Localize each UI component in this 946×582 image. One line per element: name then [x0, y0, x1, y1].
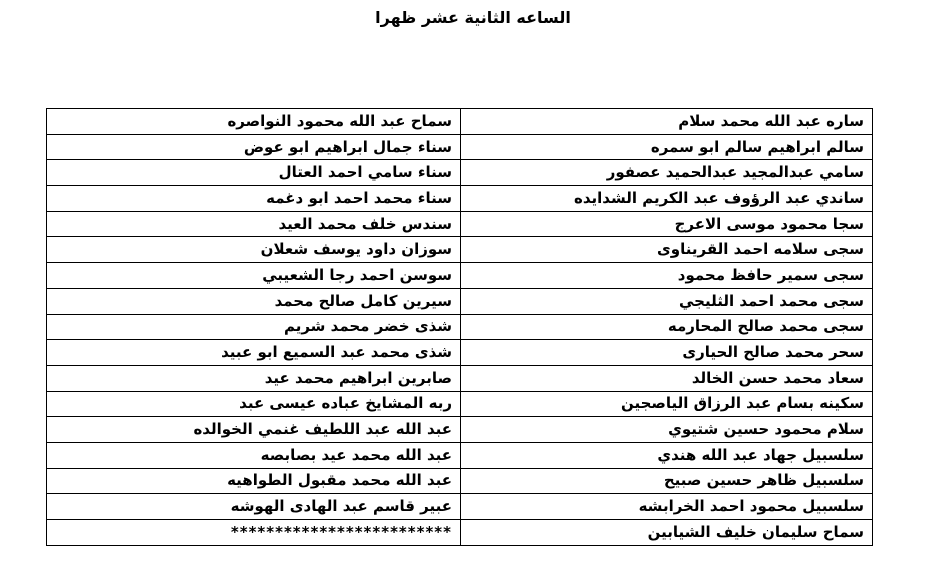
name-cell-right: سلام محمود حسين شتيوي [461, 417, 873, 443]
table-row [47, 468, 873, 494]
name-cell-right: سعاد محمد حسن الخالد [461, 365, 873, 391]
name-cell-right: ساندي عبد الرؤوف عبد الكريم الشدايده [461, 186, 873, 212]
name-cell-left: عبد الله عبد اللطيف غنمي الخوالده [47, 417, 461, 443]
table-row [47, 340, 873, 366]
table-row [47, 186, 873, 212]
name-cell-right: ساره عبد الله محمد سلام [461, 109, 873, 135]
name-cell-left: سماح عبد الله محمود النواصره [47, 109, 461, 135]
name-cell-left: سوزان داود يوسف شعلان [47, 237, 461, 263]
table-row [47, 417, 873, 443]
name-cell-right: سجى سمير حافظ محمود [461, 263, 873, 289]
table-row [47, 494, 873, 520]
name-cell-left: ربه المشايخ عباده عيسى عبد [47, 391, 461, 417]
name-cell-left: عبد الله محمد مقبول الطواهيه [47, 468, 461, 494]
name-cell-left: شذى خضر محمد شريم [47, 314, 461, 340]
name-cell-left: عبير قاسم عبد الهادى الهوشه [47, 494, 461, 520]
name-cell-left: شذى محمد عبد السميع ابو عبيد [47, 340, 461, 366]
name-cell-right: سجى محمد صالح المحارمه [461, 314, 873, 340]
name-cell-right: سلسبيل محمود احمد الخرابشه [461, 494, 873, 520]
name-cell-right: سلسبيل ظاهر حسين صبيح [461, 468, 873, 494]
name-cell-left: سوسن احمد رجا الشعيبي [47, 263, 461, 289]
table-row [47, 520, 873, 546]
table-row [47, 288, 873, 314]
table-row [47, 109, 873, 135]
name-cell-left: سناء جمال ابراهيم ابو عوض [47, 134, 461, 160]
table-row [47, 211, 873, 237]
name-cell-right: سالم ابراهيم سالم ابو سمره [461, 134, 873, 160]
page-title: الساعه الثانية عشر ظهرا [375, 8, 571, 27]
table-row [47, 134, 873, 160]
name-cell-left: سناء محمد احمد ابو دغمه [47, 186, 461, 212]
table-row [47, 442, 873, 468]
name-cell-left: سيرين كامل صالح محمد [47, 288, 461, 314]
name-cell-right: سحر محمد صالح الحيارى [461, 340, 873, 366]
names-table-body [47, 109, 873, 546]
name-cell-left: صابرين ابراهيم محمد عيد [47, 365, 461, 391]
name-cell-right: سجى محمد احمد الثليجي [461, 288, 873, 314]
table-row [47, 263, 873, 289]
name-cell-right: سامي عبدالمجيد عبدالحميد عصفور [461, 160, 873, 186]
name-cell-left: عبد الله محمد عيد بصابصه [47, 442, 461, 468]
table-row [47, 314, 873, 340]
placeholder-asterisks-cell: ************************* [47, 520, 461, 546]
name-cell-right: سجا محمود موسى الاعرج [461, 211, 873, 237]
name-cell-right: سماح سليمان خليف الشيابين [461, 520, 873, 546]
name-cell-left: سندس خلف محمد العيد [47, 211, 461, 237]
table-row [47, 365, 873, 391]
name-cell-right: سجى سلامه احمد القريناوى [461, 237, 873, 263]
table-row [47, 391, 873, 417]
name-cell-right: سلسبيل جهاد عبد الله هندي [461, 442, 873, 468]
table-row [47, 237, 873, 263]
table-row [47, 160, 873, 186]
names-table [46, 108, 873, 546]
name-cell-right: سكينه بسام عبد الرزاق الياصجين [461, 391, 873, 417]
name-cell-left: سناء سامي احمد العتال [47, 160, 461, 186]
